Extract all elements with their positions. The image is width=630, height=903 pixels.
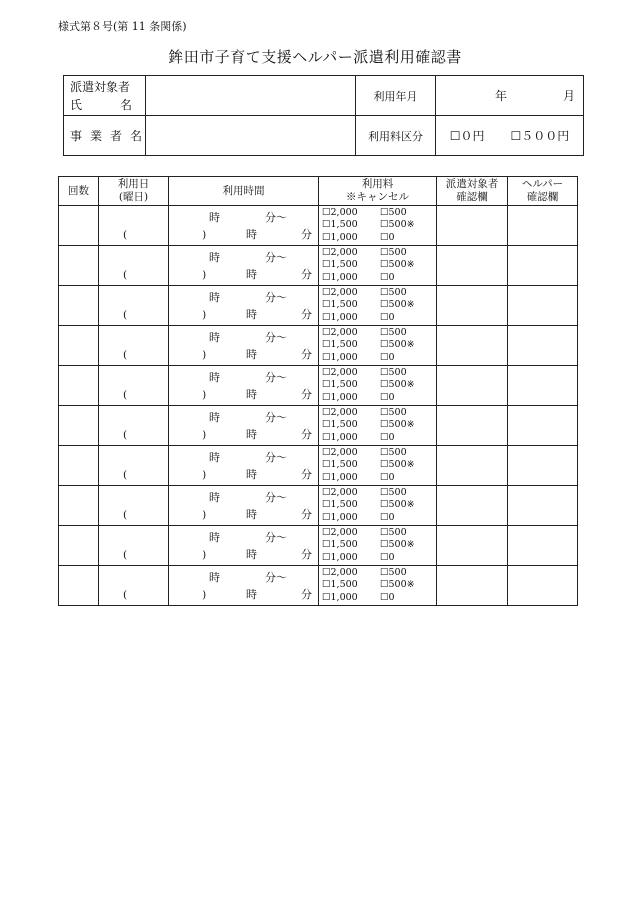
- start-hour-label: 時: [209, 451, 220, 464]
- end-hour-label: 時: [246, 588, 257, 601]
- count-cell[interactable]: [59, 446, 99, 486]
- fee-0-checkbox[interactable]: ☐0: [380, 471, 395, 483]
- time-cell[interactable]: [169, 326, 319, 366]
- header-table: [63, 75, 584, 156]
- start-hour-label: 時: [209, 211, 220, 224]
- fee-1500-checkbox[interactable]: ☐1,500: [322, 499, 358, 511]
- count-cell[interactable]: [59, 246, 99, 286]
- end-minute-label: 分: [301, 468, 312, 481]
- table-row: [59, 326, 578, 366]
- helper-confirm-cell[interactable]: [508, 446, 578, 486]
- fee-category-field[interactable]: [436, 116, 584, 156]
- start-hour-label: 時: [209, 411, 220, 424]
- fee-cell: [319, 526, 437, 566]
- date-cell[interactable]: [99, 566, 225, 606]
- date-cell[interactable]: [99, 406, 225, 446]
- date-cell[interactable]: [99, 206, 225, 246]
- fee-500-cancel-checkbox[interactable]: ☐500※: [380, 339, 415, 351]
- end-minute-label: 分: [301, 228, 312, 241]
- start-hour-label: 時: [209, 251, 220, 264]
- weekday-paren: ( ): [123, 549, 225, 561]
- col-fee-header: [319, 177, 437, 206]
- start-minute-label: 分～: [265, 371, 287, 384]
- fee-cell: [319, 486, 437, 526]
- helper-confirm-cell[interactable]: [508, 206, 578, 246]
- fee-1500-checkbox[interactable]: ☐1,500: [322, 339, 358, 351]
- fee-1000-checkbox[interactable]: ☐1,000: [322, 551, 358, 563]
- fee-1000-checkbox[interactable]: ☐1,000: [322, 311, 358, 323]
- mei-char: 名: [119, 97, 132, 112]
- helper-confirm-cell[interactable]: [508, 406, 578, 446]
- col-target-line1: 派遣対象者: [445, 178, 499, 190]
- start-minute-label: 分～: [265, 491, 287, 504]
- fee-1000-checkbox[interactable]: ☐1,000: [322, 351, 358, 363]
- weekday-paren: ( ): [123, 509, 225, 521]
- helper-confirm-cell[interactable]: [508, 566, 578, 606]
- start-hour-label: 時: [209, 331, 220, 344]
- fee-500-cancel-checkbox[interactable]: ☐500※: [380, 379, 415, 391]
- target-confirm-cell[interactable]: [437, 246, 508, 286]
- target-confirm-cell[interactable]: [437, 326, 508, 366]
- end-minute-label: 分: [301, 548, 312, 561]
- end-minute-label: 分: [301, 308, 312, 321]
- start-minute-label: 分～: [265, 451, 287, 464]
- start-hour-label: 時: [209, 531, 220, 544]
- year-label: 年: [494, 89, 507, 103]
- fee-0-checkbox[interactable]: ☐０円: [449, 129, 485, 143]
- usage-table: [58, 176, 578, 606]
- count-cell[interactable]: [59, 406, 99, 446]
- target-confirm-cell[interactable]: [437, 206, 508, 246]
- start-minute-label: 分～: [265, 211, 287, 224]
- helper-confirm-cell[interactable]: [508, 526, 578, 566]
- weekday-paren: ( ): [123, 389, 225, 401]
- fee-2000-checkbox[interactable]: ☐2,000: [322, 486, 358, 498]
- time-cell[interactable]: [169, 526, 319, 566]
- document-title: 鉾田市子育て支援ヘルパー派遣利用確認書: [168, 48, 462, 66]
- table-row: [59, 246, 578, 286]
- target-confirm-cell[interactable]: [437, 286, 508, 326]
- start-minute-label: 分～: [265, 411, 287, 424]
- end-hour-label: 時: [246, 348, 257, 361]
- weekday-paren: ( ): [123, 349, 225, 361]
- target-confirm-cell[interactable]: [437, 526, 508, 566]
- fee-2000-checkbox[interactable]: ☐2,000: [322, 326, 358, 338]
- fee-1000-checkbox[interactable]: ☐1,000: [322, 431, 358, 443]
- fee-500-cancel-checkbox[interactable]: ☐500※: [380, 579, 415, 591]
- fee-cell: [319, 366, 437, 406]
- end-minute-label: 分: [301, 428, 312, 441]
- date-cell[interactable]: [99, 286, 225, 326]
- time-cell[interactable]: [169, 446, 319, 486]
- table-row: [59, 206, 578, 246]
- helper-confirm-cell[interactable]: [508, 366, 578, 406]
- fee-2000-checkbox[interactable]: ☐2,000: [322, 446, 358, 458]
- fee-2000-checkbox[interactable]: ☐2,000: [322, 286, 358, 298]
- weekday-paren: ( ): [123, 309, 225, 321]
- fee-1000-checkbox[interactable]: ☐1,000: [322, 231, 358, 243]
- fee-0-checkbox[interactable]: ☐0: [380, 551, 395, 563]
- fee-0-checkbox[interactable]: ☐0: [380, 511, 395, 523]
- fee-500-checkbox[interactable]: ☐500: [380, 206, 407, 218]
- fee-1500-checkbox[interactable]: ☐1,500: [322, 219, 358, 231]
- fee-500-cancel-checkbox[interactable]: ☐500※: [380, 419, 415, 431]
- col-date-line1: 利用日: [117, 178, 150, 190]
- count-cell[interactable]: [59, 486, 99, 526]
- fee-1000-checkbox[interactable]: ☐1,000: [322, 471, 358, 483]
- time-cell[interactable]: [169, 206, 319, 246]
- month-label: 月: [562, 89, 575, 103]
- fee-500-checkbox[interactable]: ☐５００円: [510, 129, 570, 143]
- fee-cell: [319, 446, 437, 486]
- end-hour-label: 時: [246, 508, 257, 521]
- end-hour-label: 時: [246, 548, 257, 561]
- target-confirm-cell[interactable]: [437, 446, 508, 486]
- fee-2000-checkbox[interactable]: ☐2,000: [322, 406, 358, 418]
- col-target-line2: 確認欄: [456, 191, 488, 203]
- weekday-paren: ( ): [123, 469, 225, 481]
- helper-confirm-cell[interactable]: [508, 486, 578, 526]
- end-hour-label: 時: [246, 268, 257, 281]
- fee-2000-checkbox[interactable]: ☐2,000: [322, 526, 358, 538]
- time-cell[interactable]: [169, 366, 319, 406]
- col-fee-line2: ※キャンセル: [346, 191, 409, 203]
- target-confirm-cell[interactable]: [437, 366, 508, 406]
- date-cell[interactable]: [99, 246, 225, 286]
- usage-month-label: 利用年月: [356, 76, 436, 116]
- target-name-label: [64, 76, 146, 116]
- end-hour-label: 時: [246, 388, 257, 401]
- fee-0-checkbox[interactable]: ☐0: [380, 231, 395, 243]
- table-row: [59, 286, 578, 326]
- fee-500-cancel-checkbox[interactable]: ☐500※: [380, 259, 415, 271]
- table-row: [59, 366, 578, 406]
- count-cell[interactable]: [59, 286, 99, 326]
- start-minute-label: 分～: [265, 291, 287, 304]
- col-helper-confirm-header: [508, 177, 578, 206]
- start-hour-label: 時: [209, 291, 220, 304]
- target-confirm-cell[interactable]: [437, 406, 508, 446]
- date-cell[interactable]: [99, 526, 225, 566]
- helper-confirm-cell[interactable]: [508, 246, 578, 286]
- fee-500-checkbox[interactable]: ☐500: [380, 446, 407, 458]
- fee-2000-checkbox[interactable]: ☐2,000: [322, 206, 358, 218]
- fee-500-cancel-checkbox[interactable]: ☐500※: [380, 219, 415, 231]
- fee-1000-checkbox[interactable]: ☐1,000: [322, 511, 358, 523]
- fee-1500-checkbox[interactable]: ☐1,500: [322, 299, 358, 311]
- fee-500-checkbox[interactable]: ☐500: [380, 566, 407, 578]
- col-count-header: 回数: [59, 177, 99, 206]
- fee-500-checkbox[interactable]: ☐500: [380, 286, 407, 298]
- target-label-line2: [70, 96, 132, 114]
- fee-0-checkbox[interactable]: ☐0: [380, 431, 395, 443]
- end-hour-label: 時: [246, 228, 257, 241]
- fee-1500-checkbox[interactable]: ☐1,500: [322, 419, 358, 431]
- start-minute-label: 分～: [265, 331, 287, 344]
- provider-char: 名: [129, 128, 142, 143]
- fee-cell: [319, 406, 437, 446]
- count-cell[interactable]: [59, 526, 99, 566]
- helper-confirm-cell[interactable]: [508, 286, 578, 326]
- fee-500-cancel-checkbox[interactable]: ☐500※: [380, 459, 415, 471]
- fee-500-cancel-checkbox[interactable]: ☐500※: [380, 499, 415, 511]
- fee-500-checkbox[interactable]: ☐500: [380, 366, 407, 378]
- target-name-field[interactable]: [146, 76, 356, 116]
- table-row: [59, 566, 578, 606]
- fee-2000-checkbox[interactable]: ☐2,000: [322, 246, 358, 258]
- target-confirm-cell[interactable]: [437, 486, 508, 526]
- time-cell[interactable]: [169, 286, 319, 326]
- fee-500-checkbox[interactable]: ☐500: [380, 246, 407, 258]
- count-cell[interactable]: [59, 206, 99, 246]
- fee-0-checkbox[interactable]: ☐0: [380, 591, 395, 603]
- fee-0-checkbox[interactable]: ☐0: [380, 351, 395, 363]
- weekday-paren: ( ): [123, 429, 225, 441]
- fee-cell: [319, 566, 437, 606]
- fee-0-checkbox[interactable]: ☐0: [380, 391, 395, 403]
- col-helper-line2: 確認欄: [526, 191, 559, 203]
- start-minute-label: 分～: [265, 571, 287, 584]
- fee-2000-checkbox[interactable]: ☐2,000: [322, 566, 358, 578]
- fee-500-checkbox[interactable]: ☐500: [380, 406, 407, 418]
- provider-name-label: [64, 116, 146, 156]
- target-confirm-cell[interactable]: [437, 566, 508, 606]
- fee-500-checkbox[interactable]: ☐500: [380, 526, 407, 538]
- count-cell[interactable]: [59, 366, 99, 406]
- start-hour-label: 時: [209, 571, 220, 584]
- col-date-header: [99, 177, 169, 206]
- provider-char: 業: [89, 128, 102, 143]
- fee-500-cancel-checkbox[interactable]: ☐500※: [380, 299, 415, 311]
- time-cell[interactable]: [169, 246, 319, 286]
- form-number-label: 様式第８号(第 11 条関係): [58, 20, 187, 33]
- date-cell[interactable]: [99, 366, 225, 406]
- table-row: [59, 526, 578, 566]
- fee-1000-checkbox[interactable]: ☐1,000: [322, 271, 358, 283]
- helper-confirm-cell[interactable]: [508, 326, 578, 366]
- table-header-row: [59, 177, 578, 206]
- fee-500-checkbox[interactable]: ☐500: [380, 326, 407, 338]
- provider-char: 事: [70, 128, 83, 143]
- provider-name-field[interactable]: [146, 116, 356, 156]
- weekday-paren: ( ): [123, 229, 225, 241]
- end-hour-label: 時: [246, 468, 257, 481]
- col-date-line2: (曜日): [118, 191, 149, 203]
- date-cell[interactable]: [99, 446, 225, 486]
- provider-char: 者: [109, 128, 122, 143]
- end-minute-label: 分: [301, 268, 312, 281]
- fee-1500-checkbox[interactable]: ☐1,500: [322, 259, 358, 271]
- fee-500-cancel-checkbox[interactable]: ☐500※: [380, 539, 415, 551]
- fee-0-checkbox[interactable]: ☐0: [380, 311, 395, 323]
- target-label-line1: 派遣対象者: [70, 79, 131, 94]
- start-hour-label: 時: [209, 371, 220, 384]
- col-fee-line1: 利用料: [361, 178, 394, 190]
- time-cell[interactable]: [169, 486, 319, 526]
- date-cell[interactable]: [99, 486, 225, 526]
- end-hour-label: 時: [246, 428, 257, 441]
- start-minute-label: 分～: [265, 531, 287, 544]
- end-minute-label: 分: [301, 588, 312, 601]
- fee-1500-checkbox[interactable]: ☐1,500: [322, 459, 358, 471]
- table-row: [59, 406, 578, 446]
- date-cell[interactable]: [99, 326, 225, 366]
- fee-1000-checkbox[interactable]: ☐1,000: [322, 391, 358, 403]
- fee-cell: [319, 326, 437, 366]
- col-time-header: 利用時間: [169, 177, 319, 206]
- end-minute-label: 分: [301, 348, 312, 361]
- time-cell[interactable]: [169, 566, 319, 606]
- shi-char: 氏: [70, 97, 83, 112]
- fee-0-checkbox[interactable]: ☐0: [380, 271, 395, 283]
- fee-category-label: 利用料区分: [356, 116, 436, 156]
- end-minute-label: 分: [301, 388, 312, 401]
- fee-1000-checkbox[interactable]: ☐1,000: [322, 591, 358, 603]
- start-minute-label: 分～: [265, 251, 287, 264]
- weekday-paren: ( ): [123, 589, 225, 601]
- start-hour-label: 時: [209, 491, 220, 504]
- usage-month-field[interactable]: [436, 76, 584, 116]
- fee-cell: [319, 246, 437, 286]
- table-row: [59, 446, 578, 486]
- col-target-confirm-header: [437, 177, 508, 206]
- end-minute-label: 分: [301, 508, 312, 521]
- fee-1500-checkbox[interactable]: ☐1,500: [322, 379, 358, 391]
- count-cell[interactable]: [59, 326, 99, 366]
- time-cell[interactable]: [169, 406, 319, 446]
- count-cell[interactable]: [59, 566, 99, 606]
- col-helper-line1: ヘルパー: [521, 178, 564, 190]
- fee-cell: [319, 286, 437, 326]
- fee-1500-checkbox[interactable]: ☐1,500: [322, 579, 358, 591]
- weekday-paren: ( ): [123, 269, 225, 281]
- fee-cell: [319, 206, 437, 246]
- fee-500-checkbox[interactable]: ☐500: [380, 486, 407, 498]
- fee-1500-checkbox[interactable]: ☐1,500: [322, 539, 358, 551]
- end-hour-label: 時: [246, 308, 257, 321]
- table-row: [59, 486, 578, 526]
- fee-2000-checkbox[interactable]: ☐2,000: [322, 366, 358, 378]
